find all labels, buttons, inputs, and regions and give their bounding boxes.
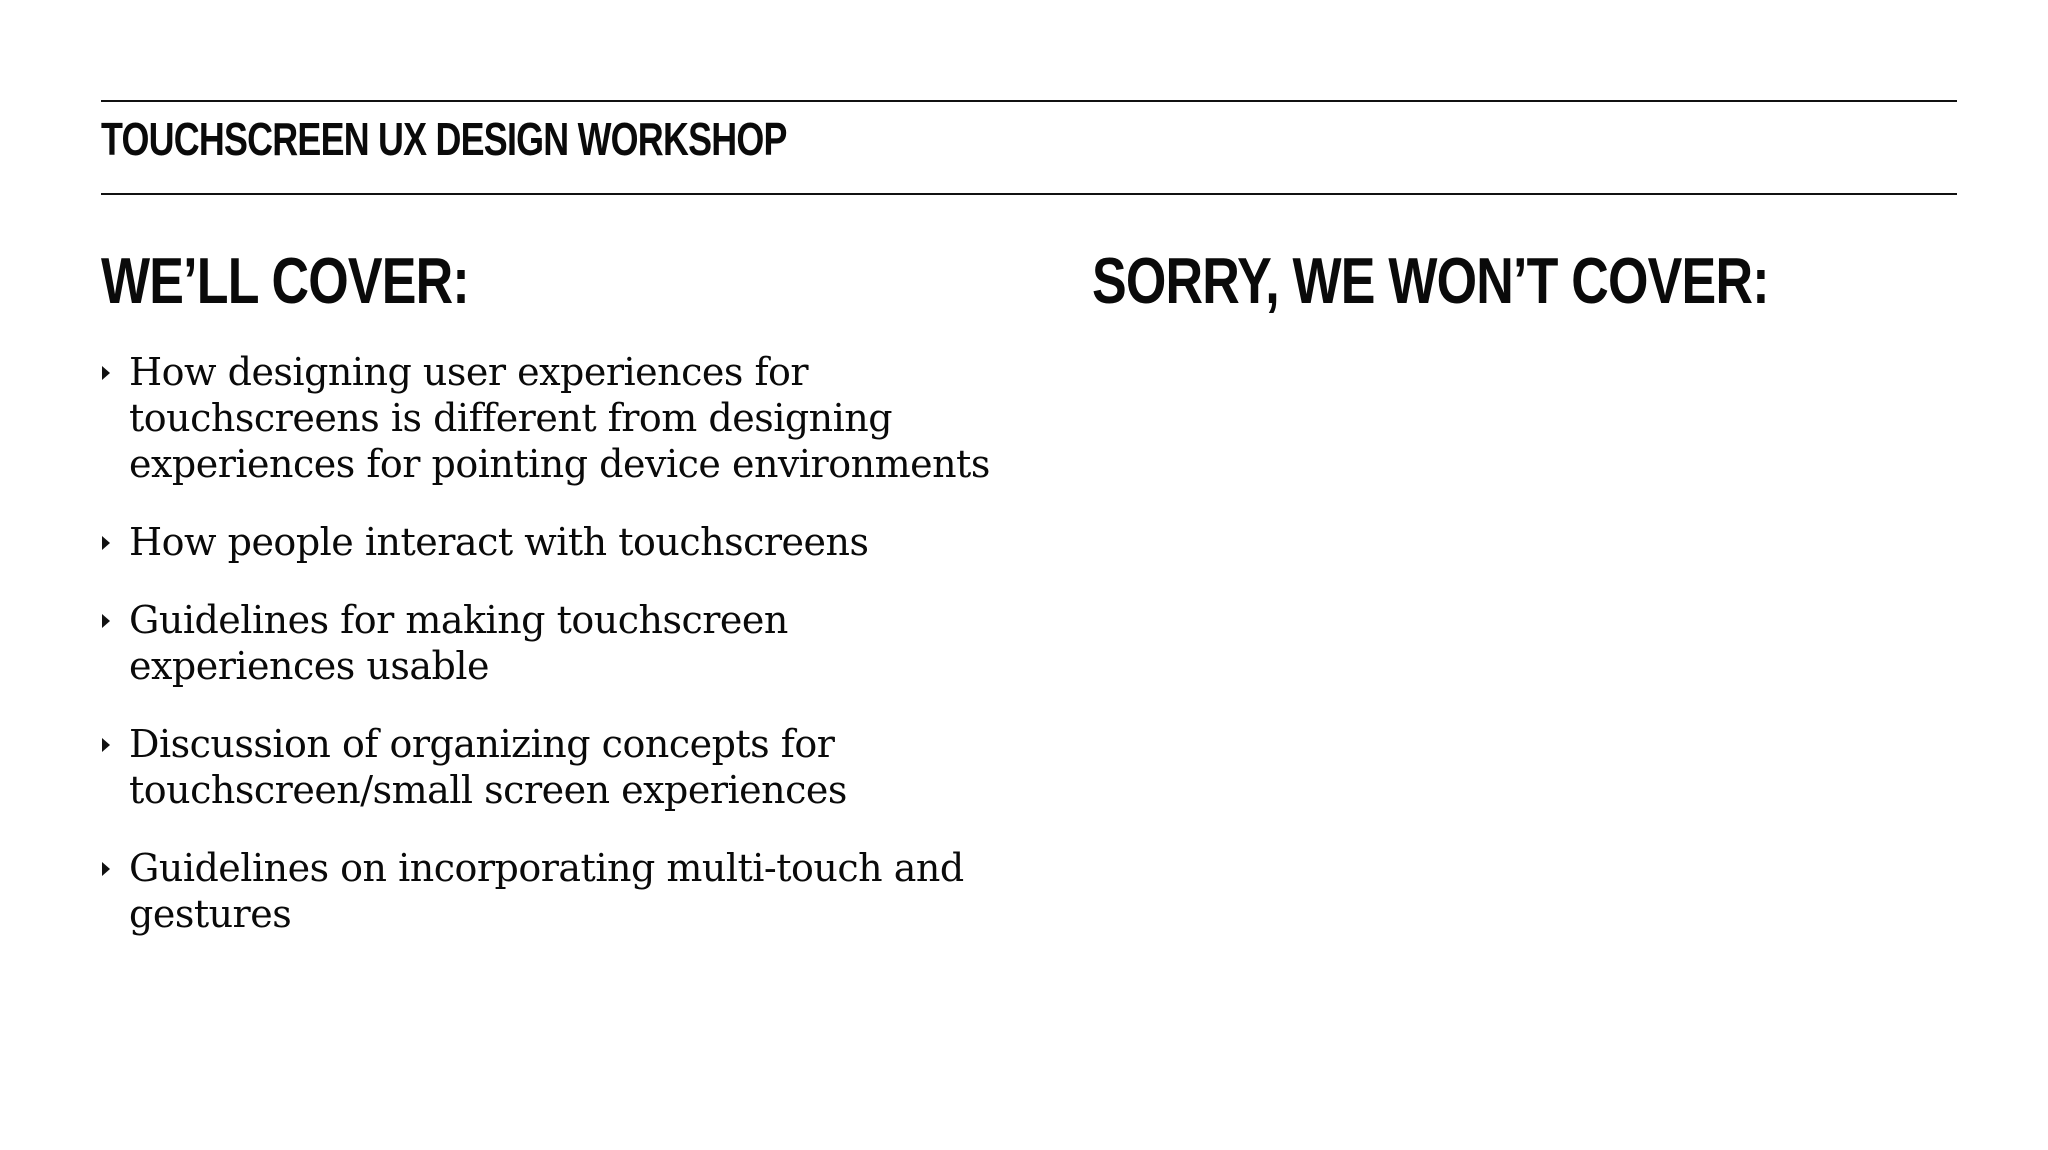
top-divider <box>101 100 1957 102</box>
triangle-bullet-icon <box>102 738 110 752</box>
list-item <box>101 845 1001 937</box>
triangle-bullet-icon <box>102 366 110 380</box>
list-item <box>101 519 1001 565</box>
list-item-text: How designing user experiences for touchscreens is different from designing experiences for pointing device environments <box>129 350 990 486</box>
workshop-title: TOUCHSCREEN UX DESIGN WORKSHOP <box>101 113 787 165</box>
we-will-cover-heading: WE’LL COVER: <box>101 244 469 317</box>
triangle-bullet-icon <box>102 862 110 876</box>
list-item-text: Guidelines on incorporating multi-touch and gestures <box>129 846 964 936</box>
list-item <box>101 597 1001 689</box>
cover-topic-list <box>101 349 1001 969</box>
list-item <box>101 721 1001 813</box>
list-item-text: How people interact with touchscreens <box>129 520 869 564</box>
we-wont-cover-heading: SORRY, WE WON’T COVER: <box>1092 244 1769 317</box>
list-item-text: Guidelines for making touchscreen experiences usable <box>129 598 788 688</box>
triangle-bullet-icon <box>102 536 110 550</box>
title-divider <box>101 193 1957 195</box>
triangle-bullet-icon <box>102 614 110 628</box>
list-item-text: Discussion of organizing concepts for touchscreen/small screen experiences <box>129 722 847 812</box>
list-item <box>101 349 1001 487</box>
